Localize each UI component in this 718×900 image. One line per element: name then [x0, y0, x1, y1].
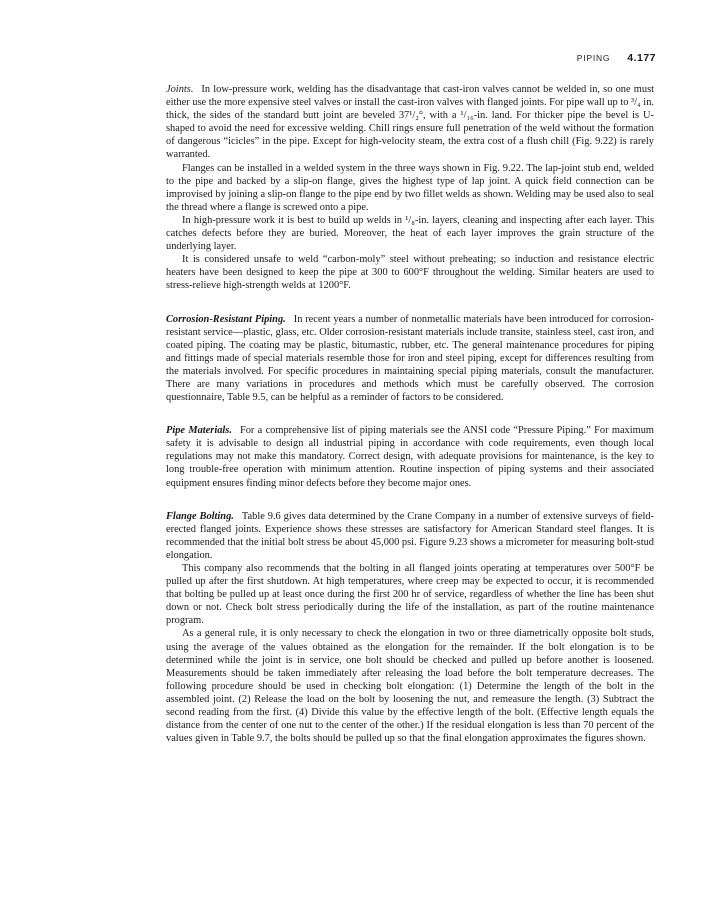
paragraph-text: For a comprehensive list of piping materials see the ANSI code “Pressure Piping.” For maximum safety it is advisable to design all industrial piping in accordance with code requirements, even though local regulations may not make this mandatory. Correct design, with adequate provisions for maintenance, is the key to long trouble-free operation with minimum attention. Routine inspection of piping systems and their associated equipment ensures finding minor defects before they become major ones. [166, 425, 654, 489]
paragraph [166, 313, 654, 405]
run-in-heading: Flange Bolting. [166, 510, 234, 522]
paragraph [166, 83, 654, 162]
section-joints [166, 83, 654, 293]
running-head [577, 52, 656, 64]
paragraph-text: Table 9.6 gives data determined by the Crane Company in a number of extensive surveys of field-erected flanged joints. Experience shows these stresses are satisfactory for American Standard steel flanges. It is recommended that the initial bolt stress be about 45,000 psi. Figure 9.23 shows a micrometer for measuring bolt-stud elongation. [166, 510, 655, 561]
run-in-heading: Pipe Materials. [166, 425, 232, 437]
section-corrosion-resistant-piping [166, 313, 654, 405]
paragraph-text: In recent years a number of nonmetallic materials have been introduced for corrosion-resistant service—plastic, glass, etc. Older corrosion-resistant materials include transite, stainless steel, cast iron, and coated piping. The coating may be plastic, bitumastic, rubber, etc. The general maintenance procedures for piping and fittings made of special materials resemble those for iron and steel piping, except for differences resulting from the materials involved. For specific procedures in maintaining special piping materials, consult the manufacturer. There are many variations in procedures and methods which must be carefully observed. The corrosion questionnaire, Table 9.5, can be helpful as a reminder of factors to be considered. [166, 313, 654, 404]
paragraph-text: It is considered unsafe to weld “carbon-moly” steel without preheating; so induction and resistance electric heaters have been designed to keep the pipe at 300 to 600°F throughout the welding. Similar heaters are used to stress-relieve high-strength welds at 1200°F. [166, 254, 654, 292]
body-text [166, 83, 654, 745]
running-head-section: PIPING [576, 53, 611, 63]
paragraph-text: Flanges can be installed in a welded system in the three ways shown in Fig. 9.22. The lap-joint stub end, welded to the pipe and backed by a slip-on flange, gives the highest type of lap joint. A quick field connection can be improvised by joining a slip-on flange to the pipe end by two fillet welds as shown. Welding may be used also to seal the thread where a flange is screwed onto a pipe. [166, 162, 654, 213]
section-flange-bolting [166, 510, 654, 746]
run-in-heading: Corrosion-Resistant Piping. [166, 313, 286, 325]
paragraph [166, 214, 654, 253]
paragraph-text: In low-pressure work, welding has the disadvantage that cast-iron valves cannot be welded in, so one must either use the more expensive steel valves or install the cast-iron valves with flanged joints. For pipe wall up to ³/₄ in. thick, the sides of the standard butt joint are beveled 37¹/₂°, with a ¹/₁₆-in. land. For thicker pipe the bevel is U-shaped to avoid the need for excessive welding. Chill rings ensure full penetration of the weld without the formation of dangerous “icicles” in the pipe. Except for high-velocity steam, the extra cost of a flush chill (Fig. 9.22) is rarely warranted. [166, 84, 654, 161]
paragraph [166, 424, 654, 489]
paragraph-text: This company also recommends that the bolting in all flanged joints operating at temperatures over 500°F be pulled up after the first shutdown. At high temperatures, where creep may be expected to occur, it is recommended that bolting be pulled up at least once during the first 200 hr of service, regardless of whether the line has been shut down or not. Check bolt stress periodically during the life of the installation, as part of the routine maintenance program. [166, 563, 654, 627]
paragraph [166, 162, 654, 214]
paragraph [166, 510, 654, 562]
run-in-heading: Joints. [166, 84, 194, 95]
section-pipe-materials [166, 424, 654, 489]
paragraph [166, 562, 654, 627]
paragraph-text: As a general rule, it is only necessary to check the elongation in two or three diametrically opposite bolt studs, using the average of the values obtained as the elongation for the remainder. If the bolt elongation is to be determined while the joint is in service, one bolt should be checked and pulled up before another is loosened. Measurements should be taken immediately after releasing the load before the bolt temperature decreases. The following procedure should be used in checking bolt elongation: (1) Determine the length of the bolt in the assembled joint. (2) Release the load on the bolt by loosening the nut, and remeasure the length. (3) Subtract the second reading from the first. (4) Divide this value by the effective length of the bolt. (Effective length equals the distance from the center of one nut to the center of the other.) If the residual elongation is less than 70 percent of the values given in Table 9.7, the bolts should be pulled up so that the final elongation approximates the figures shown. [166, 628, 654, 745]
page-number: 4.177 [627, 52, 656, 64]
paragraph [166, 627, 654, 745]
paragraph-text: In high-pressure work it is best to build up welds in ¹/₈-in. layers, cleaning and inspecting after each layer. This catches defects before they are buried. Moreover, the heat of each layer improves the grain structure of the underlying layer. [166, 214, 654, 253]
paragraph [166, 253, 654, 292]
